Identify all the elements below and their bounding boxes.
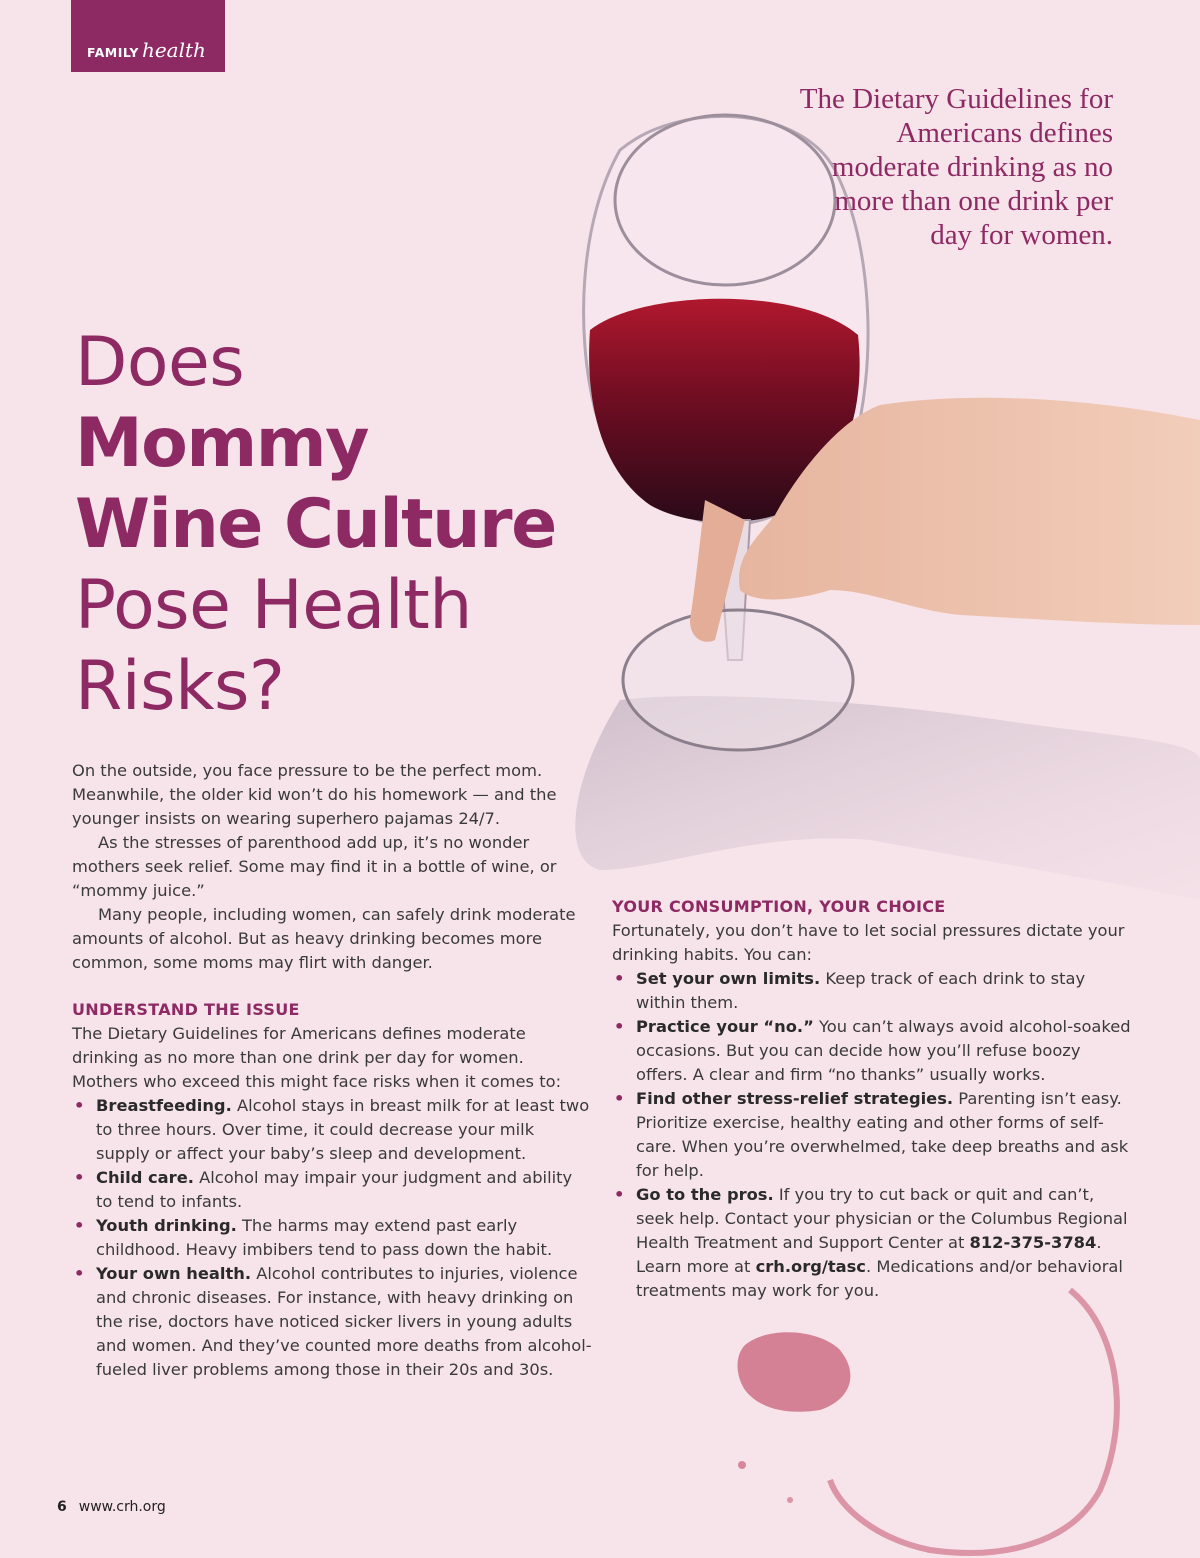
website-link[interactable]: crh.org/tasc — [755, 1257, 866, 1276]
pull-quote: The Dietary Guidelines for Americans defines moderate drinking as no more than one drink per day for women. — [799, 83, 1113, 251]
list-item — [72, 1166, 592, 1214]
list-item-text: Alcohol contributes to injuries, violence and chronic diseases. For instance, with heavy drinking on the rise, doctors have noticed sicker livers in young adults and women. And they’ve counted more deaths from alcohol-fueled liver problems among those in their 20s and 30s. — [96, 1264, 592, 1379]
list-item-text: Keep track of each drink to stay within them. — [636, 969, 1086, 1012]
intro-paragraph-2: As the stresses of parenthood add up, it’s no wonder mothers seek relief. Some may find it in a bottle of wine, or “mommy juice.” — [72, 833, 557, 900]
page-footer — [57, 1499, 166, 1515]
list-item — [612, 1183, 1132, 1303]
list-item-title: Practice your “no.” — [636, 1017, 814, 1036]
choice-intro: Fortunately, you don’t have to let social pressures dictate your drinking habits. You can: — [612, 921, 1125, 964]
list-item-text: The harms may extend past early childhood. Heavy imbibers tend to pass down the habit. — [96, 1216, 553, 1259]
footer-website[interactable]: www.crh.org — [78, 1499, 166, 1515]
list-item-text: You can’t always avoid alcohol-soaked occasions. But you can decide how you’ll refuse boozy offers. A clear and firm “no thanks” usually works. — [636, 1017, 1131, 1084]
glass-foot — [623, 610, 853, 750]
headline-line-3: Wine Culture — [75, 485, 556, 564]
list-item — [72, 1094, 592, 1166]
headline-line-1: Does — [75, 323, 245, 402]
bullet-icon: • — [614, 1017, 625, 1036]
wine-stain — [738, 1332, 851, 1412]
bullet-icon: • — [74, 1264, 85, 1283]
list-item-text: . Learn more at — [636, 1233, 1102, 1276]
list-item — [612, 967, 1132, 1015]
bullet-icon: • — [74, 1168, 85, 1187]
headline-line-4: Pose Health — [75, 566, 472, 645]
choice-list — [612, 967, 1132, 1303]
right-column — [612, 895, 1132, 1303]
list-item — [612, 1015, 1132, 1087]
list-item-text: . Medications and/or behavioral treatments may work for you. — [636, 1257, 1123, 1300]
phone-number[interactable]: 812-375-3784 — [969, 1233, 1097, 1252]
left-column — [72, 759, 592, 1382]
bullet-icon: • — [614, 1089, 625, 1108]
risk-list — [72, 1094, 592, 1382]
wine-ring — [830, 1290, 1117, 1553]
bullet-icon: • — [614, 969, 625, 988]
article-headline — [75, 322, 595, 727]
list-item-title: Set your own limits. — [636, 969, 821, 988]
list-item — [612, 1087, 1132, 1183]
headline-line-2: Mommy — [75, 404, 368, 483]
list-item-text: Alcohol stays in breast milk for at least two to three hours. Over time, it could decrease your milk supply or affect your baby’s sleep and development. — [96, 1096, 590, 1163]
understand-heading: UNDERSTAND THE ISSUE — [72, 1000, 300, 1019]
list-item-title: Child care. — [96, 1168, 194, 1187]
bullet-icon: • — [74, 1216, 85, 1235]
intro-paragraph-1: On the outside, you face pressure to be the perfect mom. Meanwhile, the older kid won’t do his homework — and the younger insists on wearing superhero pajamas 24/7. — [72, 761, 557, 828]
list-item — [72, 1262, 592, 1382]
section-label: FAMILY — [87, 45, 139, 60]
bullet-icon: • — [614, 1185, 625, 1204]
list-item-title: Breastfeeding. — [96, 1096, 232, 1115]
intro-paragraph-3: Many people, including women, can safely drink moderate amounts of alcohol. But as heavy drinking becomes more common, some moms may flirt with danger. — [72, 905, 576, 972]
list-item-title: Youth drinking. — [96, 1216, 237, 1235]
choice-heading: YOUR CONSUMPTION, YOUR CHOICE — [612, 897, 946, 916]
list-item-title: Find other stress-relief strategies. — [636, 1089, 954, 1108]
bullet-icon: • — [74, 1096, 85, 1115]
list-item-text: Parenting isn’t easy. Prioritize exercise, healthy eating and other forms of self-care. When you’re overwhelmed, take deep breaths and ask for help. — [636, 1089, 1129, 1180]
section-tab — [71, 0, 225, 72]
list-item — [72, 1214, 592, 1262]
list-item-text: Alcohol may impair your judgment and ability to tend to infants. — [96, 1168, 573, 1211]
headline-line-5: Risks? — [75, 647, 285, 726]
understand-intro: The Dietary Guidelines for Americans defines moderate drinking as no more than one drink per day for women. Mothers who exceed this might face risks when it comes to: — [72, 1024, 562, 1091]
page-number: 6 — [57, 1499, 67, 1515]
list-item-title: Your own health. — [96, 1264, 252, 1283]
list-item-text: If you try to cut back or quit and can’t, seek help. Contact your physician or the Columbus Regional Health Treatment and Support Center at — [636, 1185, 1128, 1252]
list-item-title: Go to the pros. — [636, 1185, 774, 1204]
section-label-script: health — [141, 38, 206, 62]
